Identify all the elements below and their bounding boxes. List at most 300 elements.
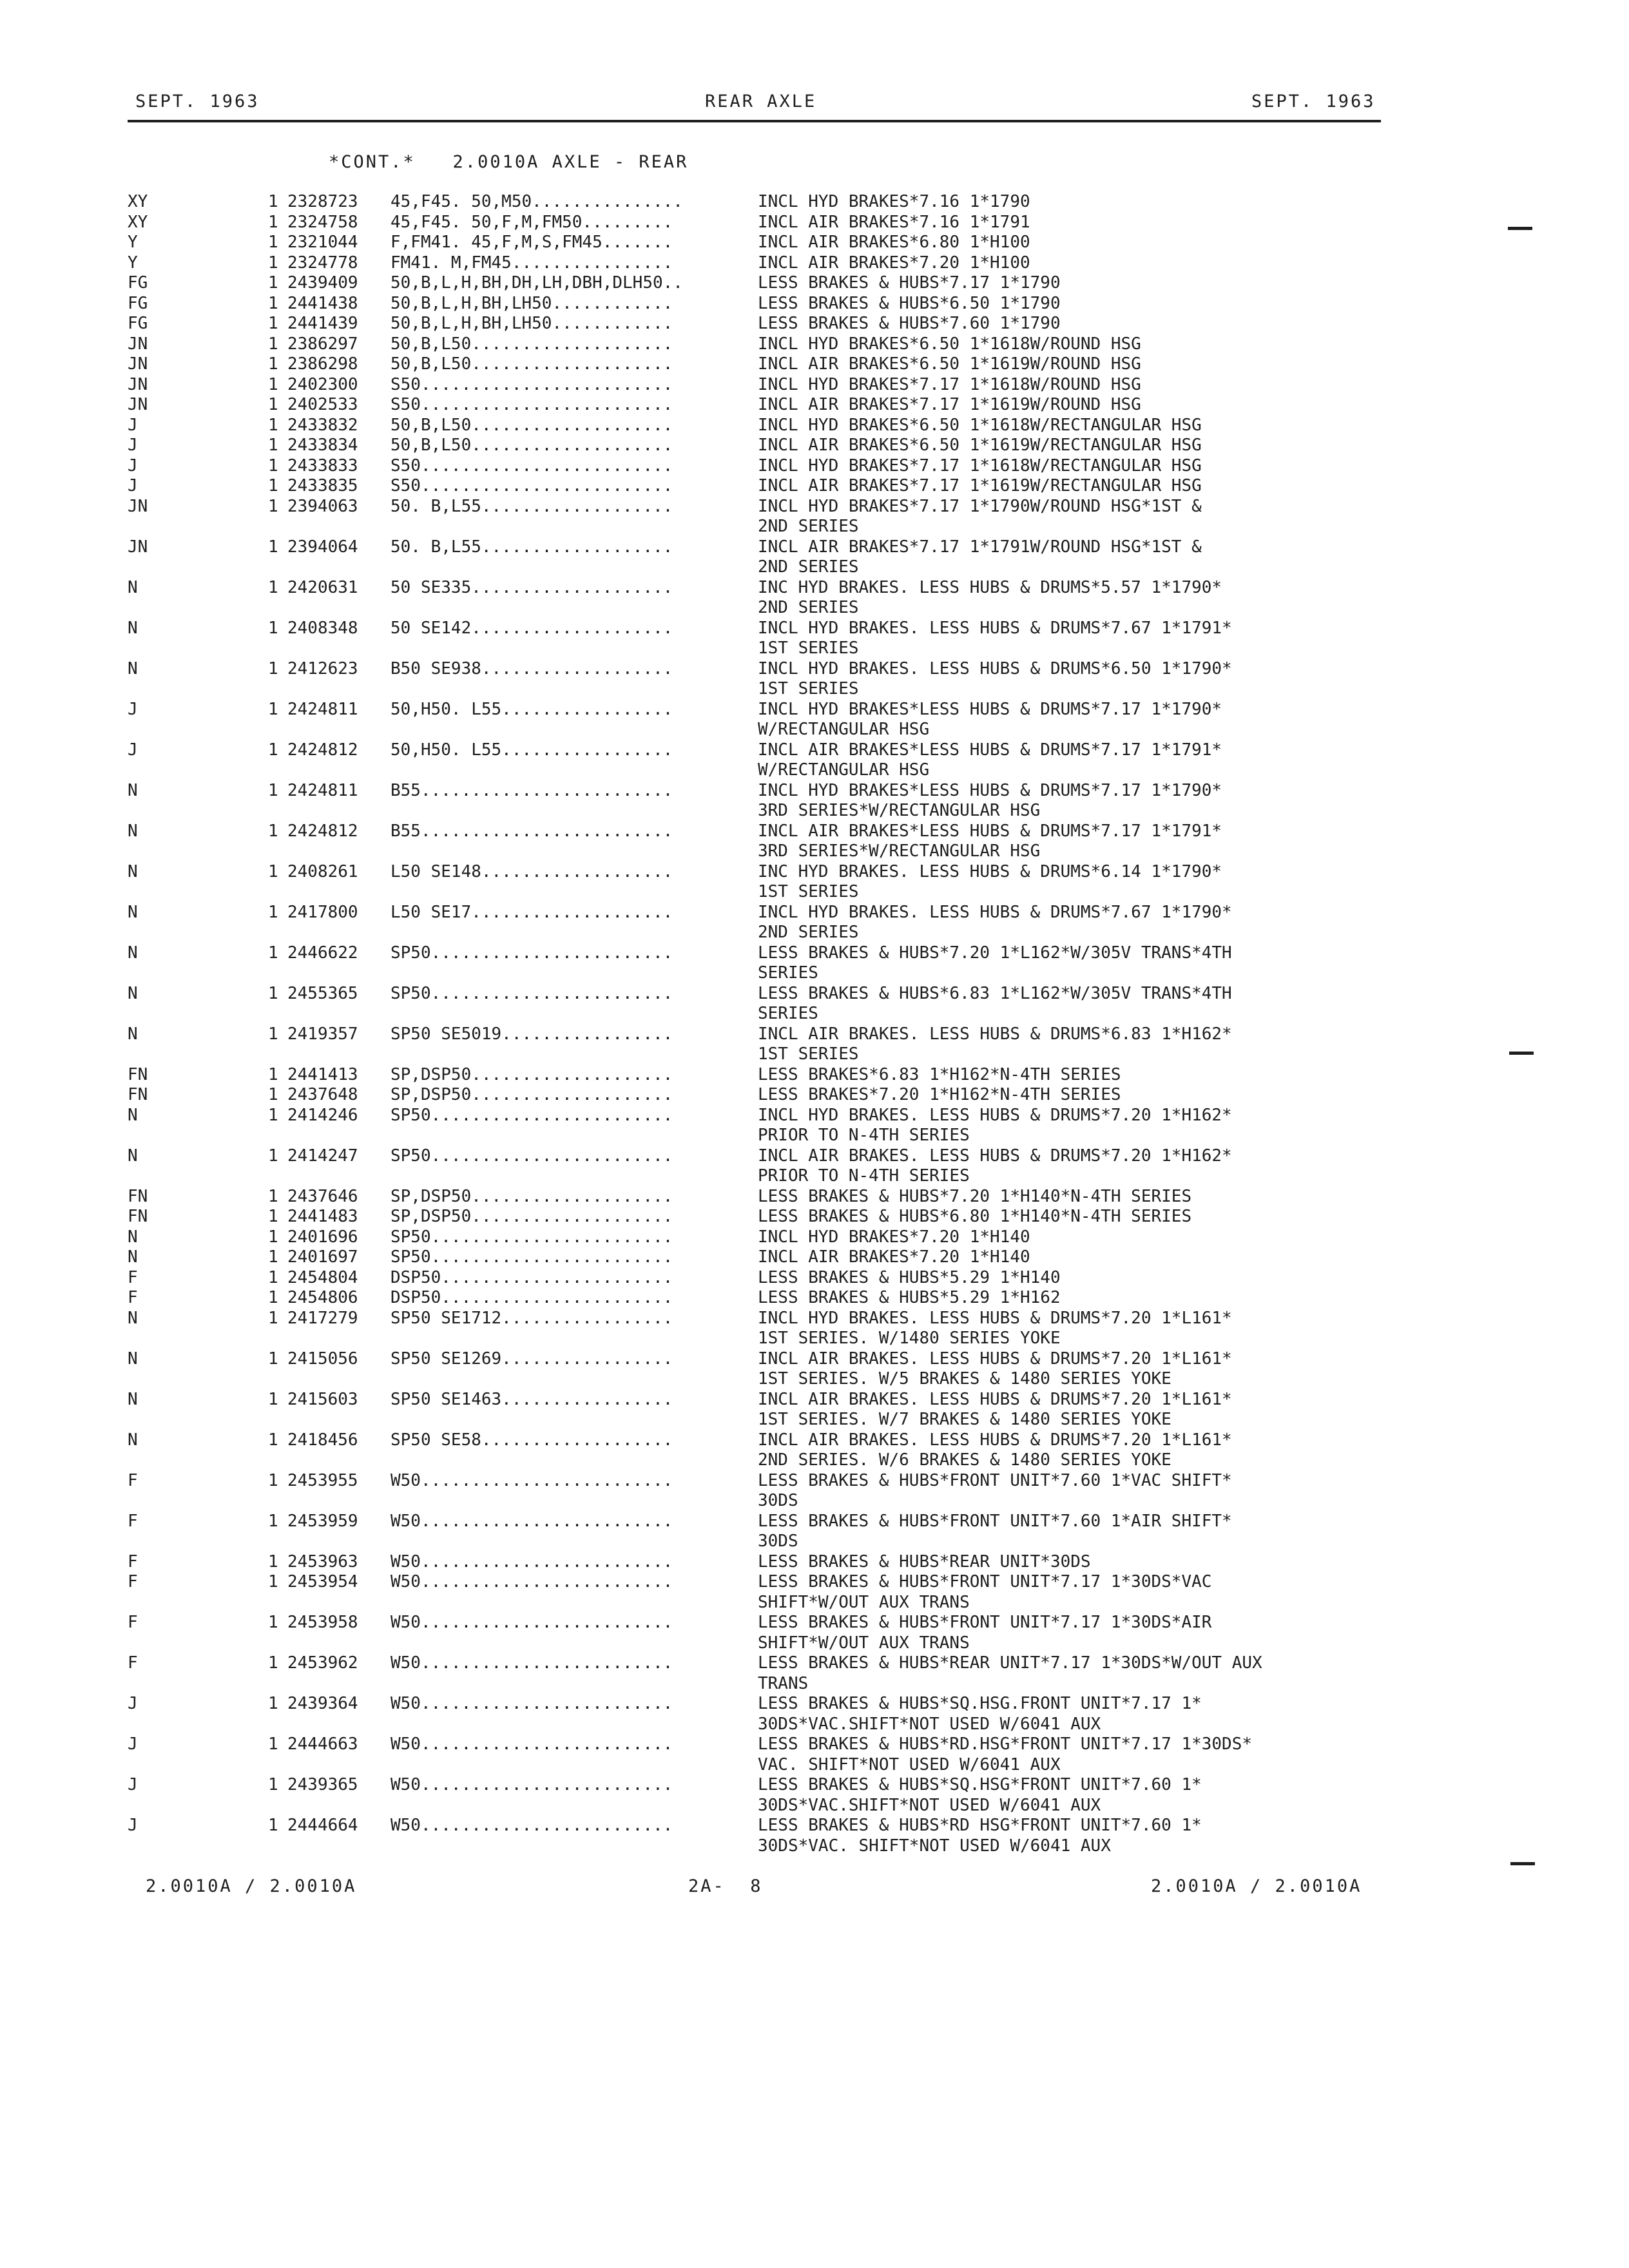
model-applicability: 45,F45. 50,M50...............	[390, 192, 683, 211]
usage-code: N	[128, 780, 138, 800]
part-number: 2433833	[287, 456, 358, 476]
part-number: 2402300	[287, 374, 358, 394]
part-number: 2386297	[287, 334, 358, 354]
part-description: LESS BRAKES & HUBS*7.17 1*1790	[758, 273, 1061, 293]
part-description: 1ST SERIES. W/7 BRAKES & 1480 SERIES YOKE	[758, 1410, 1171, 1429]
usage-code: FG	[128, 273, 148, 293]
usage-code: J	[128, 456, 138, 476]
margin-mark	[1508, 227, 1532, 230]
part-description: 2ND SERIES	[758, 557, 859, 577]
quantity: 1	[268, 1694, 278, 1713]
usage-code: J	[128, 1816, 138, 1835]
usage-code: N	[128, 577, 138, 597]
part-number: 2417800	[287, 902, 358, 922]
part-description: TRANS	[758, 1673, 809, 1693]
part-description: 1ST SERIES	[758, 639, 859, 658]
part-description: SERIES	[758, 1004, 818, 1023]
part-description: 30DS	[758, 1532, 798, 1551]
model-applicability: SP,DSP50....................	[390, 1085, 673, 1104]
footer-ref-left: 2.0010A / 2.0010A	[146, 1876, 357, 1896]
part-description: 1ST SERIES	[758, 679, 859, 698]
model-applicability: 50,B,L50....................	[390, 354, 673, 374]
parts-list-row	[0, 1024, 1629, 1065]
part-number: 2324778	[287, 253, 358, 273]
parts-list-row	[0, 375, 1629, 396]
part-number: 2444664	[287, 1816, 358, 1835]
usage-code: N	[128, 1146, 138, 1166]
model-applicability: SP50........................	[390, 1146, 673, 1166]
part-number: 2439365	[287, 1775, 358, 1794]
quantity: 1	[268, 1430, 278, 1450]
part-number: 2424811	[287, 699, 358, 719]
usage-code: J	[128, 415, 138, 435]
part-description: INCL HYD BRAKES. LESS HUBS & DRUMS*6.50 1*1790*	[758, 658, 1232, 678]
quantity: 1	[268, 821, 278, 841]
part-description: LESS BRAKES & HUBS*7.20 1*L162*W/305V TRANS*4TH	[758, 943, 1232, 963]
part-description: 3RD SERIES*W/RECTANGULAR HSG	[758, 841, 1041, 861]
model-applicability: F,FM41. 45,F,M,S,FM45.......	[390, 233, 673, 252]
usage-code: FG	[128, 314, 148, 333]
quantity: 1	[268, 740, 278, 760]
part-description: W/RECTANGULAR HSG	[758, 720, 930, 739]
model-applicability: S50.........................	[390, 456, 673, 476]
quantity: 1	[268, 1024, 278, 1044]
model-applicability: L50 SE148...................	[390, 861, 673, 881]
part-number: 2394064	[287, 537, 358, 557]
usage-code: N	[128, 658, 138, 678]
model-applicability: S50.........................	[390, 374, 673, 394]
part-description: LESS BRAKES & HUBS*6.50 1*1790	[758, 293, 1061, 313]
model-applicability: SP50 SE1712.................	[390, 1308, 673, 1328]
part-description: VAC. SHIFT*NOT USED W/6041 AUX	[758, 1754, 1061, 1774]
model-applicability: 50 SE142....................	[390, 618, 673, 638]
part-description: 30DS	[758, 1491, 798, 1510]
part-description: LESS BRAKES & HUBS*FRONT UNIT*7.17 1*30DS*AIR	[758, 1613, 1212, 1632]
model-applicability: 50,B,L50....................	[390, 334, 673, 354]
model-applicability: 50 SE335....................	[390, 577, 673, 597]
part-description: INCL AIR BRAKES*6.50 1*1619W/RECTANGULAR HSG	[758, 436, 1202, 455]
model-applicability: SP,DSP50....................	[390, 1186, 673, 1206]
part-description: INCL HYD BRAKES. LESS HUBS & DRUMS*7.20 1*H162*	[758, 1105, 1232, 1125]
usage-code: J	[128, 1694, 138, 1713]
usage-code: N	[128, 821, 138, 841]
usage-code: N	[128, 1349, 138, 1369]
parts-list-row	[0, 1146, 1629, 1187]
parts-list-row	[0, 1653, 1629, 1694]
quantity: 1	[268, 334, 278, 354]
part-description: LESS BRAKES*6.83 1*H162*N-4TH SERIES	[758, 1064, 1121, 1084]
quantity: 1	[268, 1085, 278, 1104]
parts-list-row	[0, 578, 1629, 619]
part-number: 2453959	[287, 1511, 358, 1531]
part-number: 2441439	[287, 314, 358, 333]
part-number: 2408261	[287, 861, 358, 881]
parts-list-row	[0, 213, 1629, 233]
part-description: LESS BRAKES & HUBS*FRONT UNIT*7.60 1*AIR SHIFT*	[758, 1511, 1232, 1531]
part-number: 2321044	[287, 233, 358, 252]
part-number: 2328723	[287, 192, 358, 211]
usage-code: F	[128, 1470, 138, 1490]
part-number: 2414247	[287, 1146, 358, 1166]
part-description: INCL HYD BRAKES*6.50 1*1618W/ROUND HSG	[758, 334, 1141, 354]
usage-code: JN	[128, 334, 148, 354]
quantity: 1	[268, 496, 278, 516]
part-description: INCL HYD BRAKES*7.17 1*1618W/ROUND HSG	[758, 374, 1141, 394]
part-description: INCL HYD BRAKES. LESS HUBS & DRUMS*7.67 1*1790*	[758, 902, 1232, 922]
parts-list-row	[0, 436, 1629, 456]
part-description: LESS BRAKES & HUBS*5.29 1*H162	[758, 1288, 1061, 1307]
parts-list-row	[0, 476, 1629, 497]
part-description: LESS BRAKES & HUBS*REAR UNIT*7.17 1*30DS*W/OUT AUX	[758, 1653, 1262, 1673]
model-applicability: DSP50.......................	[390, 1267, 673, 1287]
model-applicability: 45,F45. 50,F,M,FM50.........	[390, 212, 673, 232]
part-number: 2446622	[287, 943, 358, 963]
part-description: 1ST SERIES	[758, 882, 859, 901]
model-applicability: W50.........................	[390, 1775, 673, 1794]
model-applicability: SP50........................	[390, 1247, 673, 1267]
part-number: 2324758	[287, 212, 358, 232]
model-applicability: 50,B,L,H,BH,LH50............	[390, 314, 673, 333]
parts-list-row	[0, 1227, 1629, 1248]
model-applicability: DSP50.......................	[390, 1288, 673, 1307]
quantity: 1	[268, 1207, 278, 1226]
parts-list-row	[0, 700, 1629, 740]
parts-list-row	[0, 537, 1629, 578]
part-description: LESS BRAKES & HUBS*SQ.HSG*FRONT UNIT*7.60 1*	[758, 1775, 1202, 1794]
part-description: INCL HYD BRAKES. LESS HUBS & DRUMS*7.20 1*L161*	[758, 1308, 1232, 1328]
parts-list-row	[0, 1552, 1629, 1573]
part-description: INCL AIR BRAKES*7.17 1*1791W/ROUND HSG*1ST &	[758, 537, 1202, 557]
header-date-right: SEPT. 1963	[1251, 91, 1376, 111]
parts-list-row	[0, 314, 1629, 334]
parts-list-row	[0, 659, 1629, 700]
quantity: 1	[268, 1653, 278, 1673]
part-description: INCL AIR BRAKES. LESS HUBS & DRUMS*7.20 1*L161*	[758, 1349, 1232, 1369]
usage-code: J	[128, 1775, 138, 1794]
parts-list-row	[0, 1816, 1629, 1856]
footer-ref-right: 2.0010A / 2.0010A	[1151, 1876, 1362, 1896]
usage-code: N	[128, 1247, 138, 1267]
part-number: 2453955	[287, 1470, 358, 1490]
model-applicability: B55.........................	[390, 780, 673, 800]
part-description: INCL HYD BRAKES*6.50 1*1618W/RECTANGULAR HSG	[758, 415, 1202, 435]
model-applicability: W50.........................	[390, 1511, 673, 1531]
parts-list-row	[0, 1613, 1629, 1653]
model-applicability: SP,DSP50....................	[390, 1064, 673, 1084]
parts-list-row	[0, 1309, 1629, 1349]
page-number: 2A- 8	[688, 1876, 763, 1896]
part-description: INCL AIR BRAKES. LESS HUBS & DRUMS*7.20 1*H162*	[758, 1146, 1232, 1166]
parts-list-row	[0, 416, 1629, 436]
model-applicability: 50,B,L50....................	[390, 436, 673, 455]
model-applicability: S50.........................	[390, 476, 673, 495]
usage-code: XY	[128, 192, 148, 211]
model-applicability: SP50........................	[390, 1227, 673, 1247]
quantity: 1	[268, 415, 278, 435]
quantity: 1	[268, 1735, 278, 1754]
part-number: 2453954	[287, 1572, 358, 1591]
parts-list-row	[0, 1268, 1629, 1289]
quantity: 1	[268, 902, 278, 922]
quantity: 1	[268, 314, 278, 333]
part-number: 2418456	[287, 1430, 358, 1450]
part-description: LESS BRAKES*7.20 1*H162*N-4TH SERIES	[758, 1085, 1121, 1104]
parts-list-row	[0, 354, 1629, 375]
usage-code: N	[128, 1024, 138, 1044]
section-title: *CONT.* 2.0010A AXLE - REAR	[329, 152, 689, 172]
model-applicability: W50.........................	[390, 1735, 673, 1754]
part-description: INCL AIR BRAKES*7.20 1*H140	[758, 1247, 1030, 1267]
parts-list-row	[0, 1065, 1629, 1086]
part-number: 2453963	[287, 1552, 358, 1571]
part-description: LESS BRAKES & HUBS*7.20 1*H140*N-4TH SERIES	[758, 1186, 1192, 1206]
quantity: 1	[268, 1186, 278, 1206]
part-number: 2424812	[287, 821, 358, 841]
parts-list-row	[0, 497, 1629, 537]
usage-code: F	[128, 1653, 138, 1673]
model-applicability: SP50........................	[390, 943, 673, 963]
quantity: 1	[268, 1288, 278, 1307]
quantity: 1	[268, 253, 278, 273]
part-number: 2401697	[287, 1247, 358, 1267]
model-applicability: 50. B,L55...................	[390, 537, 673, 557]
model-applicability: 50,B,L,H,BH,DH,LH,DBH,DLH50..	[390, 273, 683, 293]
part-description: INCL AIR BRAKES. LESS HUBS & DRUMS*7.20 1*L161*	[758, 1430, 1232, 1450]
usage-code: F	[128, 1288, 138, 1307]
quantity: 1	[268, 699, 278, 719]
margin-mark	[1510, 1862, 1535, 1865]
part-description: INCL AIR BRAKES. LESS HUBS & DRUMS*7.20 1*L161*	[758, 1389, 1232, 1409]
quantity: 1	[268, 1572, 278, 1591]
part-description: 2ND SERIES	[758, 517, 859, 536]
part-description: INCL AIR BRAKES*6.50 1*1619W/ROUND HSG	[758, 354, 1141, 374]
part-number: 2437646	[287, 1186, 358, 1206]
model-applicability: SP50 SE5019.................	[390, 1024, 673, 1044]
part-description: LESS BRAKES & HUBS*5.29 1*H140	[758, 1267, 1061, 1287]
part-description: LESS BRAKES & HUBS*RD HSG*FRONT UNIT*7.60 1*	[758, 1816, 1202, 1835]
part-number: 2394063	[287, 496, 358, 516]
usage-code: J	[128, 436, 138, 455]
parts-list-row	[0, 1572, 1629, 1613]
usage-code: F	[128, 1613, 138, 1632]
part-number: 2441483	[287, 1207, 358, 1226]
part-description: LESS BRAKES & HUBS*6.83 1*L162*W/305V TRANS*4TH	[758, 983, 1232, 1003]
usage-code: FN	[128, 1186, 148, 1206]
part-number: 2444663	[287, 1735, 358, 1754]
part-number: 2437648	[287, 1085, 358, 1104]
part-description: LESS BRAKES & HUBS*7.60 1*1790	[758, 314, 1061, 333]
part-number: 2417279	[287, 1308, 358, 1328]
part-number: 2433832	[287, 415, 358, 435]
parts-list-row	[0, 943, 1629, 984]
usage-code: Y	[128, 253, 138, 273]
part-description: LESS BRAKES & HUBS*RD.HSG*FRONT UNIT*7.17 1*30DS*	[758, 1735, 1253, 1754]
quantity: 1	[268, 537, 278, 557]
part-number: 2441438	[287, 293, 358, 313]
part-description: SERIES	[758, 963, 818, 983]
part-number: 2386298	[287, 354, 358, 374]
header-date-left: SEPT. 1963	[135, 91, 260, 111]
parts-list-row	[0, 1187, 1629, 1207]
part-number: 2401696	[287, 1227, 358, 1247]
quantity: 1	[268, 1349, 278, 1369]
model-applicability: 50,H50. L55.................	[390, 699, 673, 719]
parts-list-row	[0, 862, 1629, 903]
parts-list-row	[0, 395, 1629, 416]
quantity: 1	[268, 354, 278, 374]
usage-code: XY	[128, 212, 148, 232]
parts-list-row	[0, 1512, 1629, 1552]
part-description: 2ND SERIES. W/6 BRAKES & 1480 SERIES YOKE	[758, 1450, 1171, 1470]
part-description: INCL AIR BRAKES*LESS HUBS & DRUMS*7.17 1*1791*	[758, 740, 1222, 760]
part-description: INCL AIR BRAKES. LESS HUBS & DRUMS*6.83 1*H162*	[758, 1024, 1232, 1044]
model-applicability: SP50 SE58...................	[390, 1430, 673, 1450]
usage-code: N	[128, 983, 138, 1003]
part-number: 2454806	[287, 1288, 358, 1307]
part-description: SHIFT*W/OUT AUX TRANS	[758, 1592, 970, 1612]
usage-code: N	[128, 902, 138, 922]
quantity: 1	[268, 273, 278, 293]
part-number: 2453958	[287, 1613, 358, 1632]
part-number: 2420631	[287, 577, 358, 597]
usage-code: J	[128, 1735, 138, 1754]
model-applicability: L50 SE17....................	[390, 902, 673, 922]
part-description: SHIFT*W/OUT AUX TRANS	[758, 1633, 970, 1653]
part-number: 2412623	[287, 658, 358, 678]
quantity: 1	[268, 374, 278, 394]
model-applicability: SP50........................	[390, 983, 673, 1003]
quantity: 1	[268, 1247, 278, 1267]
model-applicability: W50.........................	[390, 1572, 673, 1591]
usage-code: J	[128, 699, 138, 719]
parts-list-row	[0, 273, 1629, 294]
quantity: 1	[268, 212, 278, 232]
part-description: 3RD SERIES*W/RECTANGULAR HSG	[758, 801, 1041, 820]
parts-list-row	[0, 233, 1629, 253]
part-description: INC HYD BRAKES. LESS HUBS & DRUMS*5.57 1*1790*	[758, 577, 1222, 597]
model-applicability: 50,H50. L55.................	[390, 740, 673, 760]
parts-list-row	[0, 740, 1629, 781]
parts-list-row	[0, 1247, 1629, 1268]
quantity: 1	[268, 476, 278, 495]
model-applicability: FM41. M,FM45................	[390, 253, 673, 273]
quantity: 1	[268, 1267, 278, 1287]
quantity: 1	[268, 436, 278, 455]
model-applicability: SP50 SE1463.................	[390, 1389, 673, 1409]
header-rule	[128, 120, 1381, 122]
quantity: 1	[268, 293, 278, 313]
part-number: 2441413	[287, 1064, 358, 1084]
part-description: LESS BRAKES & HUBS*SQ.HSG.FRONT UNIT*7.17 1*	[758, 1694, 1202, 1713]
quantity: 1	[268, 1308, 278, 1328]
parts-list-row	[0, 619, 1629, 659]
part-description: LESS BRAKES & HUBS*REAR UNIT*30DS	[758, 1552, 1091, 1571]
parts-list-row	[0, 1288, 1629, 1309]
quantity: 1	[268, 618, 278, 638]
parts-list-row	[0, 1430, 1629, 1471]
model-applicability: B50 SE938...................	[390, 658, 673, 678]
usage-code: N	[128, 861, 138, 881]
parts-list-row	[0, 253, 1629, 274]
model-applicability: SP,DSP50....................	[390, 1207, 673, 1226]
part-description: INCL HYD BRAKES. LESS HUBS & DRUMS*7.67 1*1791*	[758, 618, 1232, 638]
usage-code: F	[128, 1572, 138, 1591]
model-applicability: W50.........................	[390, 1816, 673, 1835]
header-title: REAR AXLE	[705, 91, 817, 111]
part-description: INCL AIR BRAKES*7.16 1*1791	[758, 212, 1030, 232]
part-description: INCL AIR BRAKES*7.20 1*H100	[758, 253, 1030, 273]
part-description: INCL AIR BRAKES*LESS HUBS & DRUMS*7.17 1*1791*	[758, 821, 1222, 841]
parts-list-row	[0, 822, 1629, 862]
quantity: 1	[268, 1816, 278, 1835]
parts-list-row	[0, 1207, 1629, 1227]
part-description: INC HYD BRAKES. LESS HUBS & DRUMS*6.14 1*1790*	[758, 861, 1222, 881]
part-description: INCL HYD BRAKES*7.17 1*1618W/RECTANGULAR HSG	[758, 456, 1202, 476]
part-description: INCL AIR BRAKES*6.80 1*H100	[758, 233, 1030, 252]
usage-code: J	[128, 740, 138, 760]
quantity: 1	[268, 456, 278, 476]
model-applicability: W50.........................	[390, 1470, 673, 1490]
margin-mark	[1509, 1052, 1534, 1055]
parts-list-row	[0, 984, 1629, 1024]
part-description: INCL HYD BRAKES*7.16 1*1790	[758, 192, 1030, 211]
part-number: 2433834	[287, 436, 358, 455]
part-description: PRIOR TO N-4TH SERIES	[758, 1166, 970, 1186]
usage-code: N	[128, 1430, 138, 1450]
part-description: INCL AIR BRAKES*7.17 1*1619W/ROUND HSG	[758, 395, 1141, 414]
model-applicability: B55.........................	[390, 821, 673, 841]
part-description: INCL HYD BRAKES*7.20 1*H140	[758, 1227, 1030, 1247]
part-number: 2419357	[287, 1024, 358, 1044]
quantity: 1	[268, 861, 278, 881]
part-description: 2ND SERIES	[758, 923, 859, 942]
part-number: 2453962	[287, 1653, 358, 1673]
part-number: 2424812	[287, 740, 358, 760]
usage-code: F	[128, 1267, 138, 1287]
usage-code: J	[128, 476, 138, 495]
quantity: 1	[268, 1146, 278, 1166]
usage-code: N	[128, 943, 138, 963]
usage-code: N	[128, 1227, 138, 1247]
part-description: LESS BRAKES & HUBS*FRONT UNIT*7.60 1*VAC SHIFT*	[758, 1470, 1232, 1490]
part-description: 1ST SERIES. W/1480 SERIES YOKE	[758, 1329, 1061, 1348]
part-number: 2415603	[287, 1389, 358, 1409]
quantity: 1	[268, 658, 278, 678]
part-number: 2424811	[287, 780, 358, 800]
usage-code: JN	[128, 354, 148, 374]
quantity: 1	[268, 1552, 278, 1571]
model-applicability: SP50........................	[390, 1105, 673, 1125]
parts-list-row	[0, 1694, 1629, 1735]
usage-code: N	[128, 1105, 138, 1125]
usage-code: N	[128, 1308, 138, 1328]
part-description: 30DS*VAC.SHIFT*NOT USED W/6041 AUX	[758, 1795, 1101, 1815]
usage-code: FN	[128, 1064, 148, 1084]
usage-code: JN	[128, 537, 148, 557]
parts-list-row	[0, 1775, 1629, 1816]
model-applicability: W50.........................	[390, 1552, 673, 1571]
quantity: 1	[268, 1389, 278, 1409]
part-description: LESS BRAKES & HUBS*FRONT UNIT*7.17 1*30DS*VAC	[758, 1572, 1212, 1591]
quantity: 1	[268, 577, 278, 597]
part-description: INCL HYD BRAKES*LESS HUBS & DRUMS*7.17 1*1790*	[758, 780, 1222, 800]
model-applicability: W50.........................	[390, 1653, 673, 1673]
parts-list-row	[0, 334, 1629, 355]
part-number: 2455365	[287, 983, 358, 1003]
usage-code: JN	[128, 374, 148, 394]
parts-list-row	[0, 192, 1629, 213]
part-description: INCL AIR BRAKES*7.17 1*1619W/RECTANGULAR HSG	[758, 476, 1202, 495]
